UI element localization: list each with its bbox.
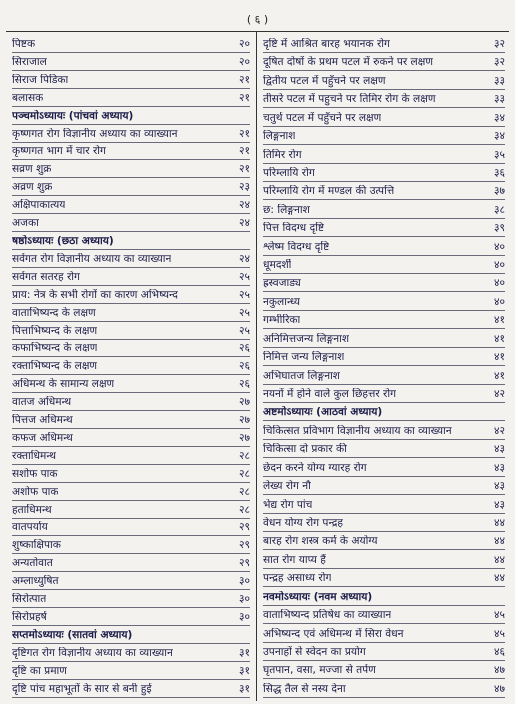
toc-entry-title: कफज अधिमन्थ [12, 431, 73, 444]
toc-entry-page: ४१ [493, 351, 505, 364]
toc-entry [263, 185, 505, 200]
toc-entry-page: २१ [238, 73, 250, 86]
toc-entry-title: सिराज पिडिका [12, 73, 69, 86]
toc-entry-page: २६ [238, 378, 250, 391]
toc-entry-page: ३४ [493, 130, 505, 143]
toc-entry [263, 499, 505, 514]
toc-entry-page: ३४ [493, 111, 505, 124]
chapter-heading [12, 110, 250, 125]
toc-entry-page: २९ [238, 557, 250, 570]
toc-entry [12, 145, 250, 160]
toc-entry-title: ह्रस्वजाड्य [263, 277, 301, 290]
toc-entry-page: ४४ [493, 516, 505, 529]
toc-entry-page: ४७ [493, 682, 505, 695]
toc-entry-page: ४४ [493, 535, 505, 548]
toc-entry [12, 253, 250, 268]
toc-entry [12, 181, 250, 196]
toc-entry-title: अक्षिपाकात्यय [12, 199, 66, 212]
toc-entry-page: ३५ [493, 148, 505, 161]
toc-entry-title: कफाभिष्यन्द के लक्षण [12, 342, 98, 355]
toc-entry [263, 480, 505, 495]
toc-entry-title: वातज अधिमन्थ [12, 396, 72, 409]
toc-entry-page: ४१ [493, 332, 505, 345]
chapter-heading-title: षष्ठोऽध्यायः (छठा अध्याय) [12, 234, 114, 247]
toc-entry [12, 92, 250, 107]
toc-entry [12, 378, 250, 393]
toc-entry-page: २५ [238, 270, 250, 283]
toc-entry [263, 443, 505, 458]
toc-entry-title: लिङ्गनाश [263, 130, 296, 143]
page-number: ( ६ ) [246, 13, 269, 26]
toc-entry [12, 432, 250, 447]
toc-entry-title: अव्रण शुक्र [12, 181, 53, 194]
toc-entry-title: चिकित्सा दो प्रकार की [263, 443, 347, 456]
toc-entry-page: २८ [238, 485, 250, 498]
toc-entry-title: सिद्ध तैल से नस्य देना [263, 682, 346, 695]
toc-entry-title: रक्ताभिष्यन्द के लक्षण [12, 360, 98, 373]
toc-entry-title: कृष्णगत रोग विज्ञानीय अध्याय का व्याख्यान [12, 127, 178, 140]
toc-entry [12, 665, 250, 680]
toc-entry-page: २१ [238, 163, 250, 176]
toc-entry-page: २४ [238, 217, 250, 230]
toc-entry-page: ४५ [493, 627, 505, 640]
toc-entry [263, 388, 505, 403]
toc-entry [263, 628, 505, 643]
toc-entry-page: ४३ [493, 480, 505, 493]
toc-entry-page: ३० [238, 611, 250, 623]
toc-entry-title: चिकित्सत प्रविभाग विज्ञानीय अध्याय का व्याख्यान [263, 424, 452, 437]
toc-entry-title: पिष्टक [12, 38, 36, 50]
toc-entry-title: हताधिमन्थ [12, 503, 52, 516]
toc-entry [263, 38, 505, 53]
toc-entry-title: शुष्काक्षिपाक [12, 539, 61, 552]
toc-entry-page: ३१ [238, 646, 250, 659]
toc-entry-page: ३१ [238, 664, 250, 677]
toc-entry-title: घृतपान, वसा, मज्जा से तर्पण [263, 664, 376, 677]
toc-entry [12, 217, 250, 232]
toc-entry-title: सशोफ पाक [12, 467, 58, 480]
toc-entry [12, 647, 250, 662]
toc-entry [263, 462, 505, 477]
toc-entry-page: ४३ [493, 461, 505, 474]
toc-entry-title: दृष्टि का प्रमाण [12, 664, 67, 677]
toc-entry [12, 289, 250, 304]
toc-entry [263, 554, 505, 569]
toc-entry-title: सर्वगत सतरह रोग [12, 270, 80, 283]
toc-entry-title: वेधन योग्य रोग पन्द्रह [263, 516, 343, 529]
toc-entry-page: ३७ [493, 185, 505, 198]
toc-entry-page: ४७ [493, 664, 505, 677]
chapter-heading [263, 406, 505, 421]
toc-entry-page: २५ [238, 306, 250, 319]
toc-entry-page: ४१ [493, 369, 505, 382]
toc-entry-title: दृष्टि पांच महाभूतों के सार से बनी हुई [12, 682, 152, 695]
toc-entry [12, 593, 250, 608]
chapter-heading-title: नवमोऽध्यायः (नवम अध्याय) [263, 590, 373, 603]
column-divider [256, 31, 257, 701]
toc-entry-title: पित्ताभिष्यन्द के लक्षण [12, 324, 98, 337]
toc-entry-title: अजका [12, 217, 39, 230]
toc-entry-page: ३३ [493, 93, 505, 106]
toc-entry-title: सिरोत्पात [12, 593, 47, 606]
toc-entry-page: २९ [238, 539, 250, 552]
toc-entry [263, 277, 505, 292]
toc-right-column [263, 38, 505, 698]
toc-entry-page: २५ [238, 288, 250, 301]
toc-entry-title: पित्त विदग्ध दृष्टि [263, 222, 325, 235]
toc-entry-title: धूमदर्शी [263, 259, 292, 272]
toc-entry [12, 414, 250, 429]
toc-entry-title: तीसरे पटल में पहुचने पर तिमिर रोग के लक्षण [263, 93, 436, 106]
toc-entry-title: बारह रोग शस्त्र कर्म के अयोग्य [263, 535, 378, 548]
toc-entry [12, 683, 250, 698]
toc-entry [12, 307, 250, 322]
toc-entry-title: दृष्टि में आश्रित बारह भयानक रोग [263, 38, 390, 50]
toc-entry-title: सर्वगत रोग विज्ञानीय अध्याय का व्याख्यान [12, 252, 172, 265]
toc-entry-title: उपनाहों से स्वेदन का प्रयोग [263, 645, 366, 658]
toc-entry-title: सव्रण शुक्र [12, 163, 52, 176]
toc-entry-title: वाताभिष्यन्द के लक्षण [12, 306, 96, 319]
toc-entry [263, 296, 505, 311]
top-rule [6, 31, 509, 32]
toc-left-column [12, 38, 250, 698]
toc-entry-page: २१ [238, 145, 250, 158]
toc-entry-page: ४० [493, 295, 505, 308]
toc-entry-title: गम्भीरिका [263, 314, 301, 327]
toc-entry-title: अधिमन्थ के सामान्य लक्षण [12, 378, 115, 391]
toc-entry [263, 664, 505, 679]
toc-entry-page: २१ [238, 91, 250, 104]
toc-entry-page: ४२ [493, 388, 505, 401]
toc-entry-title: सात रोग याप्य हैं [263, 553, 326, 566]
toc-entry-page: ३० [238, 575, 250, 588]
toc-entry-page: २८ [238, 503, 250, 516]
toc-entry-page: ३८ [493, 203, 505, 216]
toc-entry-page: ४४ [493, 553, 505, 566]
toc-entry-page: २० [238, 38, 250, 50]
toc-entry [263, 333, 505, 348]
toc-entry-title: वाताभिष्यन्द प्रतिषेध का व्याख्यान [263, 609, 392, 622]
toc-entry [12, 128, 250, 143]
toc-entry [12, 199, 250, 214]
toc-entry-title: पित्तज अधिमन्थ [12, 414, 73, 427]
toc-entry-page: २४ [238, 252, 250, 265]
toc-entry [263, 130, 505, 145]
toc-entry [263, 314, 505, 329]
toc-entry [12, 271, 250, 286]
toc-entry-page: २४ [238, 199, 250, 212]
toc-entry [12, 38, 250, 53]
toc-entry-title: प्राय: नेत्र के सभी रोगों का कारण अभिष्यन्द [12, 288, 178, 301]
toc-entry-title: अभिष्यन्द एवं अधिमन्थ में सिरा वेधन [263, 627, 404, 640]
toc-entry-page: ३२ [493, 38, 505, 50]
toc-entry-title: श्लेष्म विदग्ध दृष्टि [263, 240, 330, 253]
toc-entry [263, 683, 505, 698]
toc-entry [12, 396, 250, 411]
toc-entry-title: दृष्टिगत रोग विज्ञानीय अध्याय का व्याख्यान [12, 646, 173, 659]
toc-entry [12, 557, 250, 572]
toc-entry-page: ४० [493, 259, 505, 272]
toc-entry-title: परिम्लायि रोग में मण्डल की उत्पत्ति [263, 185, 395, 198]
toc-entry-title: अन्यतोवात [12, 557, 53, 570]
toc-entry-page: ४६ [493, 645, 505, 658]
toc-entry [263, 425, 505, 440]
toc-entry-page: ३० [238, 593, 250, 606]
toc-entry [263, 167, 505, 182]
chapter-heading-title: पञ्चमोऽध्यायः (पांचवां अध्याय) [12, 109, 134, 122]
chapter-heading [12, 629, 250, 644]
toc-entry-page: ३९ [493, 222, 505, 235]
toc-entry-page: २७ [238, 431, 250, 444]
toc-entry [12, 539, 250, 554]
toc-entry [263, 204, 505, 219]
toc-entry [12, 56, 250, 71]
toc-entry [263, 222, 505, 237]
toc-entry-title: रक्ताधिमन्थ [12, 449, 56, 462]
toc-entry-title: चतुर्थ पटल में पहुँचने पर लक्षण [263, 111, 382, 124]
toc-entry-title: सिराजाल [12, 55, 47, 68]
chapter-heading [263, 591, 505, 606]
toc-entry [12, 611, 250, 626]
toc-entry [263, 241, 505, 256]
toc-entry [263, 112, 505, 127]
toc-entry-title: अनिमित्तजन्य लिङ्गनाश [263, 332, 350, 345]
toc-entry-title: लेख्य रोग नौ [263, 480, 311, 493]
toc-entry-page: ४४ [493, 572, 505, 585]
toc-entry-page: २५ [238, 324, 250, 337]
toc-entry-title: दूषित दोषों के प्रथम पटल में रुकने पर लक्षण [263, 56, 433, 69]
toc-entry-title: परिम्लायि रोग [263, 166, 315, 179]
toc-entry [12, 575, 250, 590]
toc-entry-title: नकुलान्ध्य [263, 295, 301, 308]
toc-entry [263, 572, 505, 587]
toc-entry-title: अभिघातज लिङ्गनाश [263, 369, 341, 382]
toc-entry [263, 370, 505, 385]
toc-entry [12, 486, 250, 501]
toc-entry-title: तिमिर रोग [263, 148, 302, 161]
toc-entry-title: छेदन करने योग्य ग्यारह रोग [263, 461, 367, 474]
toc-entry [12, 468, 250, 483]
toc-entry [263, 149, 505, 164]
toc-entry-page: २७ [238, 396, 250, 409]
toc-entry [263, 517, 505, 532]
toc-entry [12, 342, 250, 357]
toc-entry-page: ४५ [493, 609, 505, 622]
toc-entry-page: २१ [238, 127, 250, 140]
toc-entry-title: नयनों में होने वाले कुल छिहत्तर रोग [263, 388, 397, 401]
toc-entry [12, 450, 250, 465]
toc-entry [263, 535, 505, 550]
toc-entry [263, 75, 505, 90]
toc-entry-title: द्वितीय पटल में पहुँचने पर लक्षण [263, 74, 386, 87]
toc-entry [263, 56, 505, 71]
toc-entry-page: ३६ [493, 166, 505, 179]
chapter-heading-title: अष्टमोऽध्यायः (आठवां अध्याय) [263, 406, 383, 419]
toc-entry-page: २९ [238, 521, 250, 534]
toc-entry-page: ४० [493, 277, 505, 290]
toc-entry [12, 521, 250, 536]
toc-entry-title: छ: लिङ्गनाश [263, 203, 310, 216]
toc-entry-page: २६ [238, 360, 250, 373]
toc-entry [263, 351, 505, 366]
toc-entry [263, 646, 505, 661]
toc-entry-title: बलासक [12, 91, 44, 104]
toc-entry [12, 325, 250, 340]
toc-entry-title: पन्द्रह असाध्य रोग [263, 572, 332, 585]
toc-entry-title: भेद्य रोग पांच [263, 498, 313, 511]
toc-entry-page: २७ [238, 414, 250, 427]
toc-entry-title: वातपर्याय [12, 521, 48, 534]
toc-entry-page: २६ [238, 342, 250, 355]
toc-entry-page: ४३ [493, 443, 505, 456]
toc-entry-page: २८ [238, 449, 250, 462]
toc-entry-title: अशोफ पाक [12, 485, 59, 498]
toc-entry-title: सिरोप्रहर्ष [12, 611, 47, 623]
toc-entry-title: अम्लाध्युषित [12, 575, 59, 588]
toc-entry-page: ४३ [493, 498, 505, 511]
chapter-heading [12, 235, 250, 250]
toc-entry-page: ३३ [493, 74, 505, 87]
toc-entry-title: निमित्त जन्य लिङ्गनाश [263, 351, 345, 364]
toc-entry [263, 609, 505, 624]
toc-entry-page: ४० [493, 240, 505, 253]
toc-entry-title: कृष्णगत भाग में चार रोग [12, 145, 107, 158]
toc-entry [12, 360, 250, 375]
toc-entry-page: २३ [238, 181, 250, 194]
toc-entry-page: ४२ [493, 424, 505, 437]
toc-entry [12, 504, 250, 519]
chapter-heading-title: सप्तमोऽध्यायः (सातवां अध्याय) [12, 628, 133, 641]
toc-entry-page: २० [238, 55, 250, 68]
toc-entry [12, 74, 250, 89]
toc-entry-page: ३१ [238, 682, 250, 695]
toc-entry [263, 93, 505, 108]
toc-entry-page: ३२ [493, 56, 505, 69]
toc-entry-page: २८ [238, 467, 250, 480]
toc-entry [263, 259, 505, 274]
toc-entry-page: ४१ [493, 314, 505, 327]
toc-entry [12, 163, 250, 178]
